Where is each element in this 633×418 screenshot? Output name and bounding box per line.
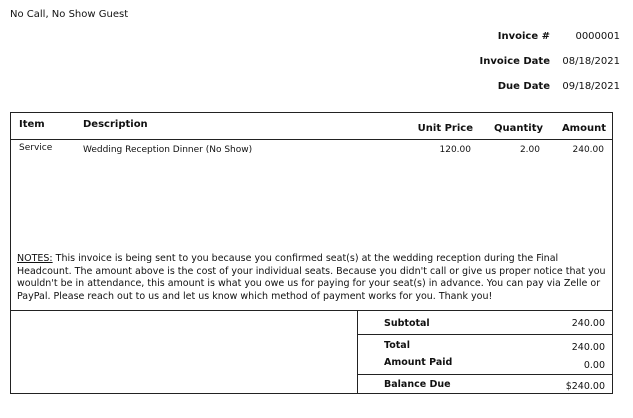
invoice-number-label: Invoice # — [497, 31, 550, 42]
notes-text: This invoice is being sent to you because you confirmed seat(s) at the wedding reception during the Final Headcount. The amount above is the cost of your individual seats. Because you didn't call or give us proper notice that you wouldn't be in attendance, this amount is what you owe us for paying for your seat(s) in advance. You can pay via Zelle or PayPal. Please reach out to us and let us know which method of payment works for you. Thank you! — [17, 253, 606, 302]
invoice-table — [10, 112, 613, 394]
totals-summary — [357, 310, 613, 393]
invoice-date-value: 08/18/2021 — [562, 56, 620, 67]
amount-paid-label: Amount Paid — [384, 357, 453, 368]
subtotal-divider — [358, 334, 613, 335]
subtotal-value: 240.00 — [571, 318, 605, 329]
header-amount: Amount — [561, 123, 606, 134]
due-date-value: 09/18/2021 — [562, 81, 620, 92]
subtotal-label: Subtotal — [384, 318, 430, 329]
notes — [17, 253, 607, 303]
total-value: 240.00 — [571, 342, 605, 353]
header-quantity: Quantity — [494, 123, 543, 134]
invoice-meta — [360, 24, 620, 99]
table-header — [11, 113, 612, 140]
invoice-number-value: 0000001 — [575, 31, 620, 42]
header-item: Item — [19, 119, 45, 130]
table-row — [11, 141, 612, 157]
row-unit-price: 120.00 — [439, 145, 471, 155]
amount-paid-value: 0.00 — [583, 360, 605, 371]
row-item: Service — [19, 143, 53, 153]
notes-label: NOTES: — [17, 253, 53, 264]
balance-divider — [358, 374, 613, 375]
row-quantity: 2.00 — [519, 145, 540, 155]
header-unit-price: Unit Price — [417, 123, 473, 134]
row-description: Wedding Reception Dinner (No Show) — [83, 145, 253, 155]
balance-due-value: $240.00 — [565, 381, 605, 392]
balance-due-label: Balance Due — [384, 379, 451, 390]
row-amount: 240.00 — [572, 145, 604, 155]
due-date-label: Due Date — [497, 81, 550, 92]
due-date-row — [360, 74, 620, 99]
total-label: Total — [384, 340, 410, 351]
invoice-date-label: Invoice Date — [479, 56, 550, 67]
header-description: Description — [83, 119, 148, 130]
invoice-number-row — [360, 24, 620, 49]
bill-to-name: No Call, No Show Guest — [10, 9, 129, 20]
invoice-date-row — [360, 49, 620, 74]
